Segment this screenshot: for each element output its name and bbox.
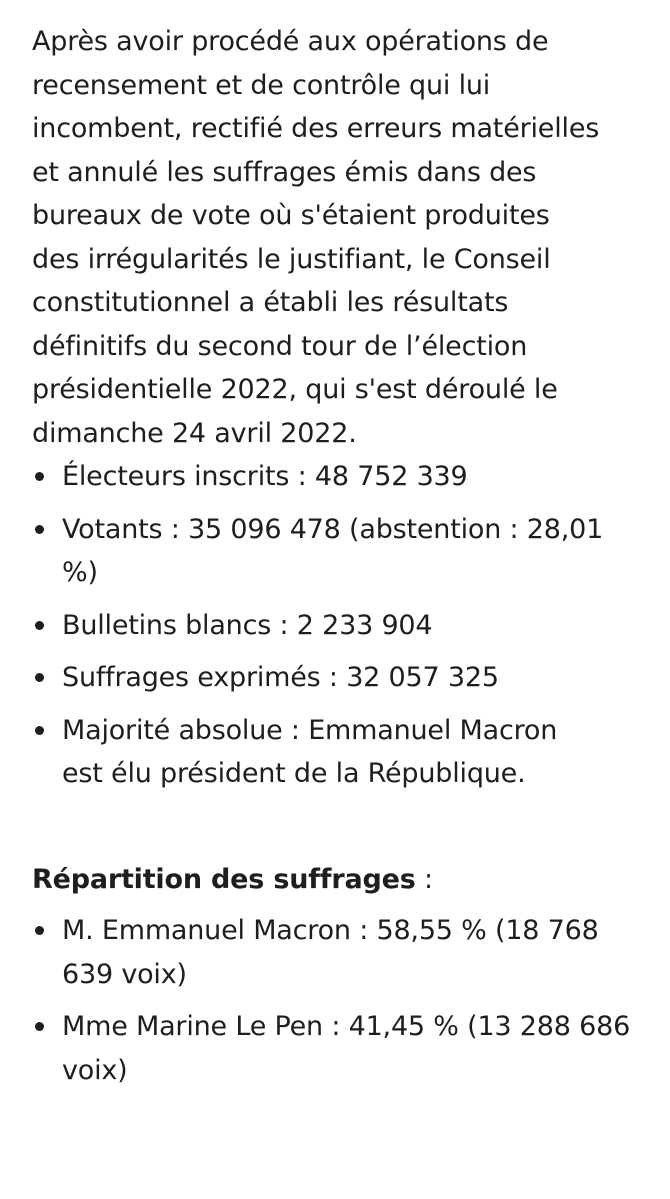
bullet-icon [35,726,44,735]
list-item-registered-voters [32,455,642,499]
list-item-text: Bulletins blancs : 2 233 904 [62,609,433,641]
list-item-text: Suffrages exprimés : 32 057 325 [62,662,499,693]
repartition-heading-suffix: : [415,863,433,895]
intro-line: Après avoir procédé aux opérations de [32,26,549,57]
list-item-voters [32,508,642,595]
bullet-icon [35,621,44,630]
vote-distribution-list [32,909,642,1092]
intro-line: présidentielle 2022, qui s'est déroulé le [32,374,558,405]
intro-line: et annulé les suffrages émis dans des [32,156,537,188]
list-item-text: Électeurs inscrits : 48 752 339 [62,461,468,492]
list-item-candidate-macron [32,909,642,996]
list-item-text: %) [62,557,98,588]
intro-paragraph [32,20,642,455]
intro-line: bureaux de vote où s'étaient produites [32,200,550,231]
intro-line: constitutionnel a établi les résultats [32,287,509,318]
repartition-heading [32,858,642,902]
intro-line: recensement et de contrôle qui lui [32,69,491,101]
intro-line: dimanche 24 avril 2022. [32,417,357,449]
list-item-blank-ballots [32,604,642,648]
bullet-icon [35,926,44,935]
bullet-icon [35,525,44,534]
intro-line: des irrégularités le justifiant, le Conseil [32,243,551,275]
list-item-text: est élu président de la République. [62,758,526,789]
intro-line: incombent, rectifié des erreurs matérielles [32,113,600,144]
bullet-icon [35,1022,44,1031]
list-item-text: voix) [62,1054,128,1086]
bullet-icon [35,673,44,682]
election-stats-list [32,455,642,796]
bullet-icon [35,472,44,481]
list-item-text: Votants : 35 096 478 (abstention : 28,01 [62,513,604,545]
list-item-text: 639 voix) [62,958,187,990]
repartition-heading-bold: Répartition des suffrages [32,863,416,895]
list-item-text: Mme Marine Le Pen : 41,45 % (13 288 686 [62,1011,631,1042]
list-item-expressed-votes [32,656,642,700]
list-item-text: M. Emmanuel Macron : 58,55 % (18 768 [62,915,599,946]
list-item-absolute-majority [32,709,642,796]
intro-line: définitifs du second tour de l’élection [32,330,528,362]
list-item-text: Majorité absolue : Emmanuel Macron [62,714,558,746]
list-item-candidate-le-pen [32,1005,642,1092]
